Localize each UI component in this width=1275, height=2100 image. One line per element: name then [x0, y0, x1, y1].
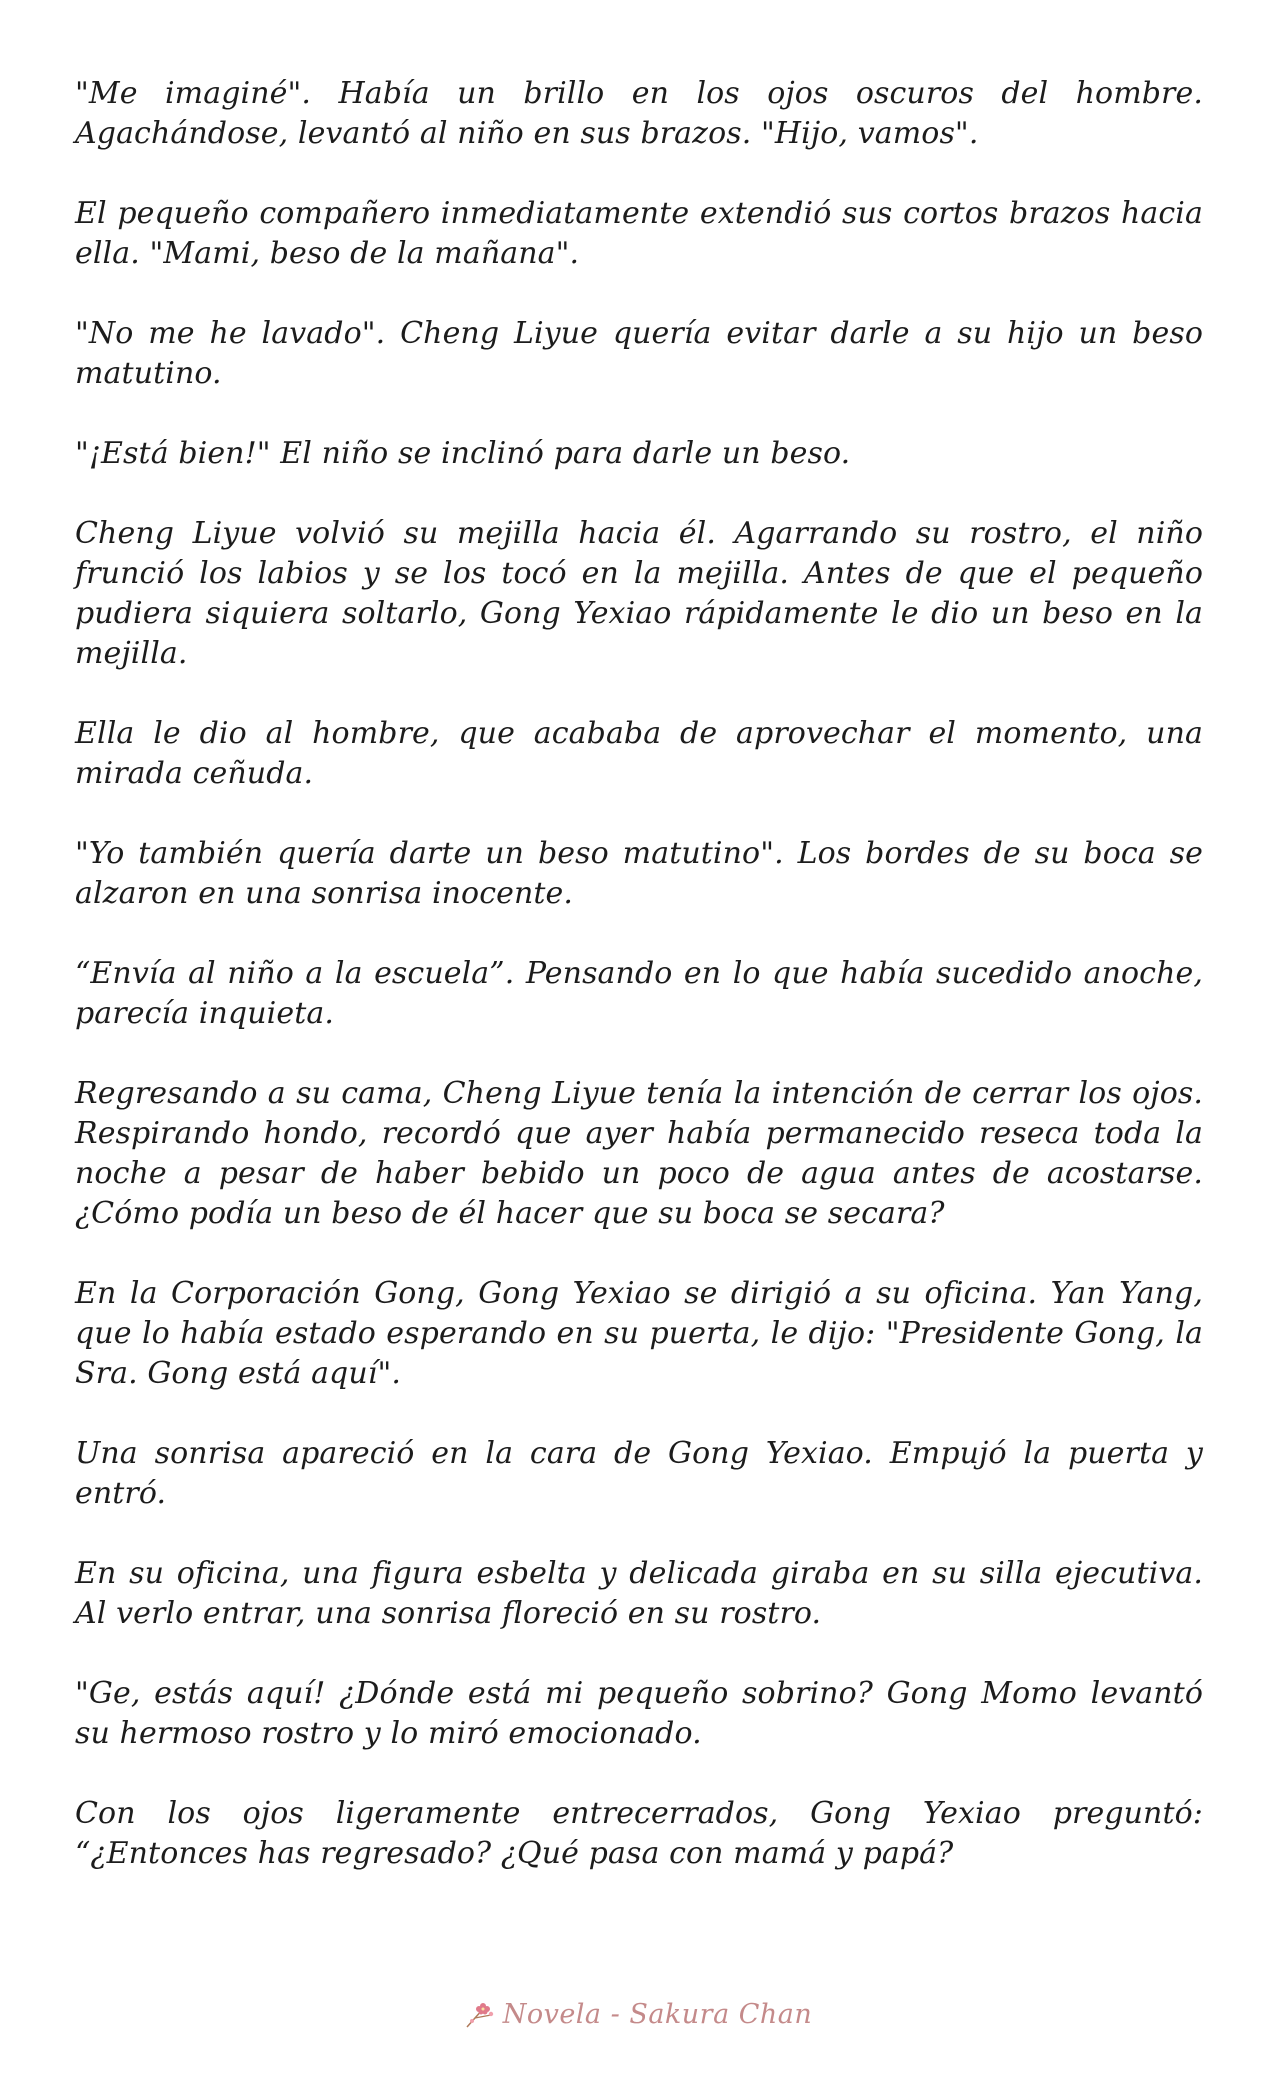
footer-watermark [0, 1994, 1275, 2034]
paragraph-14: Con los ojos ligeramente entrecerrados, Gong Yexiao preguntó: “¿Entonces has regresado? ¿Qué pasa con mamá y papá? [75, 1796, 1203, 1871]
paragraph-1: "Me imaginé". Había un brillo en los ojos oscuros del hombre. Agachándose, levantó al niño en sus brazos. "Hijo, vamos". [75, 76, 1203, 151]
paragraph-4: "¡Está bien!" El niño se inclinó para darle un beso. [75, 436, 851, 471]
footer-credit: Novela - Sakura Chan [502, 1998, 813, 2030]
paragraph-2: El pequeño compañero inmediatamente extendió sus cortos brazos hacia ella. "Mami, beso de la mañana". [75, 196, 1203, 271]
paragraph-3: "No me he lavado". Cheng Liyue quería evitar darle a su hijo un beso matutino. [75, 316, 1203, 391]
paragraph-10: En la Corporación Gong, Gong Yexiao se dirigió a su oficina. Yan Yang, que lo había estado esperando en su puerta, le dijo: "Presidente Gong, la Sra. Gong está aquí". [75, 1276, 1203, 1391]
sakura-blossom-icon [463, 1997, 497, 2031]
paragraph-7: "Yo también quería darte un beso matutino". Los bordes de su boca se alzaron en una sonrisa inocente. [75, 836, 1203, 911]
paragraph-5: Cheng Liyue volvió su mejilla hacia él. Agarrando su rostro, el niño frunció los labios y se los tocó en la mejilla. Antes de que el pequeño pudiera siquiera soltarlo, Gong Yexiao rápidamente le dio un beso en la mejilla. [75, 516, 1203, 671]
paragraph-13: "Ge, estás aquí! ¿Dónde está mi pequeño sobrino? Gong Momo levantó su hermoso rostro y lo miró emocionado. [75, 1676, 1203, 1751]
chapter-text [75, 74, 1203, 1914]
paragraph-11: Una sonrisa apareció en la cara de Gong Yexiao. Empujó la puerta y entró. [75, 1436, 1203, 1511]
paragraph-12: En su oficina, una figura esbelta y delicada giraba en su silla ejecutiva. Al verlo entrar, una sonrisa floreció en su rostro. [75, 1556, 1203, 1631]
paragraph-8: “Envía al niño a la escuela”. Pensando en lo que había sucedido anoche, parecía inquieta. [75, 956, 1203, 1031]
paragraph-6: Ella le dio al hombre, que acababa de aprovechar el momento, una mirada ceñuda. [75, 716, 1203, 791]
paragraph-9: Regresando a su cama, Cheng Liyue tenía la intención de cerrar los ojos. Respirando hondo, recordó que ayer había permanecido reseca toda la noche a pesar de haber bebido un poco de agua antes de acostarse. ¿Cómo podía un beso de él hacer que su boca se secara? [75, 1076, 1203, 1231]
